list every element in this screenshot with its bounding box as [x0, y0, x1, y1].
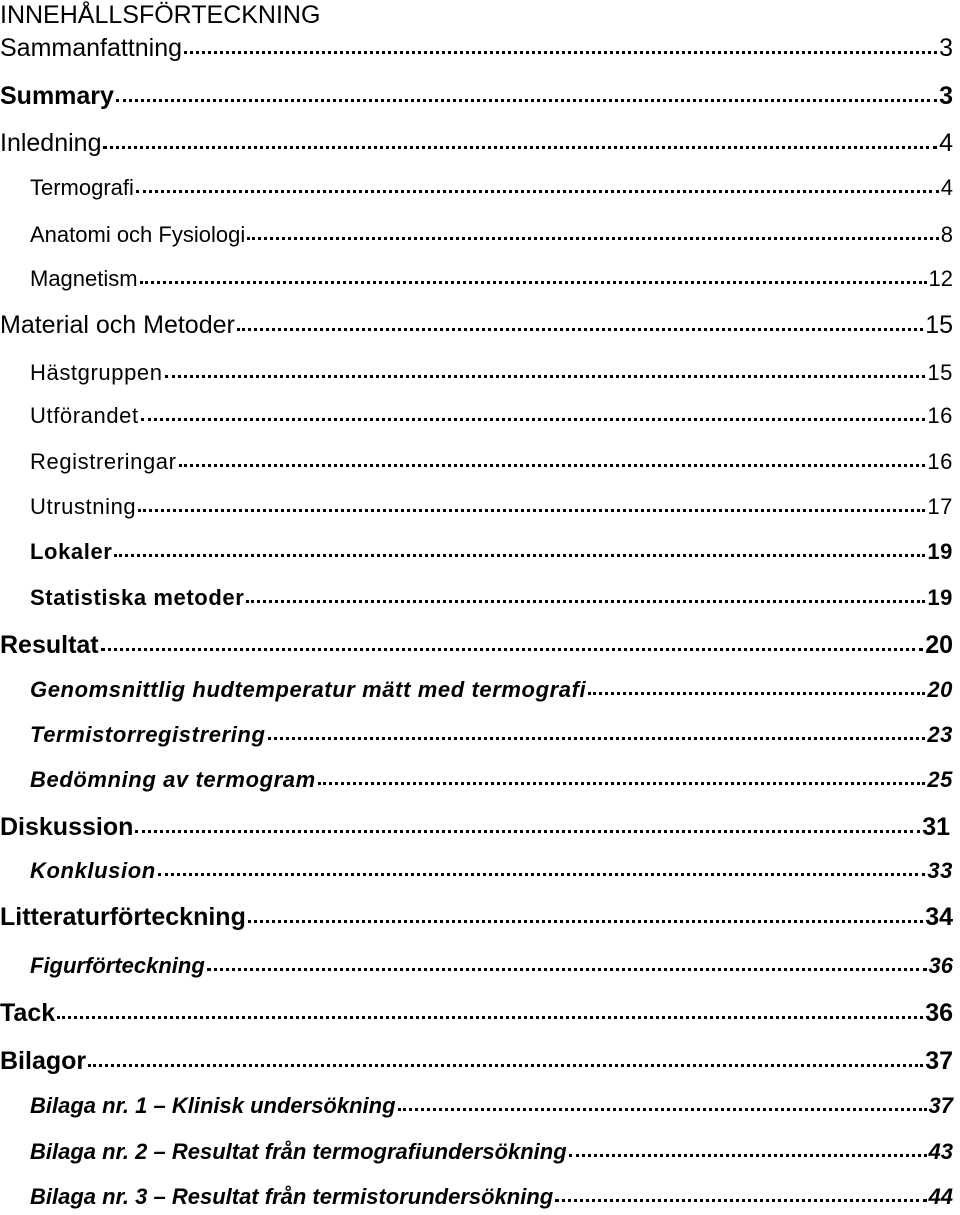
- toc-entry-label: Utrustning: [30, 494, 137, 519]
- dot-leader: [184, 51, 937, 54]
- toc-entry-page: 23: [927, 722, 953, 747]
- toc-entry-page: 4: [940, 175, 953, 200]
- dot-leader: [116, 99, 937, 102]
- toc-entry-label: Litteraturförteckning: [0, 903, 246, 931]
- toc-entry-utrustning[interactable]: [30, 496, 953, 518]
- toc-entry-label: Material och Metoder: [0, 311, 235, 339]
- toc-entry-page: 37: [925, 1047, 953, 1075]
- dot-leader: [207, 968, 927, 971]
- toc-entry-page: 34: [925, 903, 953, 931]
- toc-entry-page: 17: [927, 494, 953, 519]
- toc-entry-label: Bilaga nr. 3 – Resultat från termistorundersökning: [30, 1184, 554, 1209]
- toc-entry-page: 44: [928, 1184, 953, 1209]
- toc-entry-label: Inledning: [0, 129, 102, 157]
- toc-entry-registreringar[interactable]: [30, 451, 953, 473]
- toc-entry-material-och-metoder[interactable]: [0, 313, 953, 338]
- dot-leader: [141, 418, 926, 421]
- toc-entry-bedomning-av-termogram[interactable]: [30, 769, 953, 791]
- dot-leader: [158, 873, 926, 876]
- dot-leader: [588, 692, 925, 695]
- toc-entry-resultat[interactable]: [0, 633, 953, 658]
- toc-entry-label: Termistorregistrering: [30, 722, 266, 747]
- dot-leader: [140, 281, 927, 284]
- toc-entry-page: 4: [939, 129, 953, 157]
- dot-leader: [101, 648, 924, 651]
- toc-entry-bilaga-3[interactable]: [30, 1186, 953, 1208]
- dot-leader: [103, 146, 937, 149]
- toc-entry-label: Genomsnittlig hudtemperatur mätt med termografi: [30, 677, 587, 702]
- toc-entry-label: Figurförteckning: [30, 953, 205, 978]
- toc-entry-hastgruppen[interactable]: [30, 362, 953, 384]
- toc-entry-bilaga-1[interactable]: [30, 1095, 953, 1117]
- toc-entry-diskussion[interactable]: [0, 815, 950, 840]
- toc-entry-label: Magnetism: [30, 266, 138, 291]
- toc-entry-page: 19: [927, 585, 953, 610]
- dot-leader: [179, 464, 926, 467]
- dot-leader: [136, 190, 939, 193]
- dot-leader: [165, 375, 926, 378]
- toc-entry-tack[interactable]: [0, 1001, 953, 1026]
- dot-leader: [398, 1108, 927, 1111]
- dot-leader: [88, 1064, 923, 1067]
- toc-entry-konklusion[interactable]: [30, 860, 953, 882]
- toc-entry-termografi[interactable]: [30, 177, 953, 199]
- toc-entry-label: Termografi: [30, 175, 134, 200]
- toc-entry-page: 37: [928, 1093, 953, 1118]
- toc-entry-label: Statistiska metoder: [30, 585, 245, 610]
- toc-entry-statistiska-metoder[interactable]: [30, 587, 953, 609]
- toc-entry-page: 36: [928, 953, 953, 978]
- toc-entry-page: 8: [940, 222, 953, 247]
- toc-entry-label: Konklusion: [30, 858, 156, 883]
- dot-leader: [57, 1016, 923, 1019]
- toc-entry-page: 19: [927, 539, 953, 564]
- dot-leader: [237, 328, 923, 331]
- toc-entry-page: 31: [922, 813, 950, 841]
- toc-entry-bilagor[interactable]: [0, 1049, 953, 1074]
- toc-entry-figurforteckning[interactable]: [30, 955, 953, 977]
- toc-entry-utforandet[interactable]: [30, 405, 953, 427]
- dot-leader: [246, 600, 925, 603]
- toc-entry-litteraturforteckning[interactable]: [0, 905, 953, 930]
- toc-entry-page: 12: [928, 266, 953, 291]
- toc-entry-page: 3: [939, 82, 953, 110]
- dot-leader: [248, 920, 923, 923]
- toc-entry-page: 25: [927, 767, 953, 792]
- toc-entry-termistorregistrering[interactable]: [30, 724, 953, 746]
- dot-leader: [247, 237, 939, 240]
- toc-entry-page: 33: [927, 858, 953, 883]
- toc-entry-page: 20: [927, 677, 953, 702]
- toc-entry-lokaler[interactable]: [30, 541, 953, 563]
- toc-entry-page: 15: [927, 360, 953, 385]
- toc-entry-label: Tack: [0, 999, 56, 1027]
- toc-entry-label: Utförandet: [30, 403, 139, 428]
- toc-entry-label: Diskussion: [0, 813, 134, 841]
- toc-entry-inledning[interactable]: [0, 131, 953, 156]
- dot-leader: [135, 830, 920, 833]
- toc-entry-sammanfattning[interactable]: [0, 36, 953, 61]
- dot-leader: [138, 509, 925, 512]
- toc-entry-page: 16: [927, 449, 953, 474]
- toc-entry-magnetism[interactable]: [30, 268, 953, 290]
- toc-entry-label: Bilagor: [0, 1047, 87, 1075]
- dot-leader: [555, 1199, 926, 1202]
- toc-entry-page: 3: [939, 34, 953, 62]
- toc-entry-label: Sammanfattning: [0, 34, 183, 62]
- dot-leader: [569, 1154, 927, 1157]
- toc-entry-page: 36: [925, 999, 953, 1027]
- dot-leader: [318, 782, 926, 785]
- dot-leader: [114, 554, 925, 557]
- toc-entry-page: 20: [925, 631, 953, 659]
- toc-entry-bilaga-2[interactable]: [30, 1141, 953, 1163]
- toc-entry-genomsnittlig-hudtemperatur[interactable]: [30, 679, 953, 701]
- toc-entry-label: Bilaga nr. 1 – Klinisk undersökning: [30, 1093, 396, 1118]
- toc-heading: INNEHÅLLSFÖRTECKNING: [0, 1, 321, 29]
- toc-entry-label: Anatomi och Fysiologi: [30, 222, 246, 247]
- toc-entry-anatomi-och-fysiologi[interactable]: [30, 224, 953, 246]
- toc-entry-label: Lokaler: [30, 539, 113, 564]
- dot-leader: [268, 737, 926, 740]
- toc-entry-page: 15: [925, 311, 953, 339]
- toc-entry-label: Bedömning av termogram: [30, 767, 316, 792]
- toc-entry-summary[interactable]: [0, 84, 953, 109]
- toc-entry-label: Hästgruppen: [30, 360, 163, 385]
- toc-entry-page: 43: [928, 1139, 953, 1164]
- toc-entry-label: Bilaga nr. 2 – Resultat från termografiundersökning: [30, 1139, 567, 1164]
- toc-entry-label: Registreringar: [30, 449, 177, 474]
- toc-entry-page: 16: [927, 403, 953, 428]
- toc-entry-label: Resultat: [0, 631, 99, 659]
- toc-entry-label: Summary: [0, 82, 114, 110]
